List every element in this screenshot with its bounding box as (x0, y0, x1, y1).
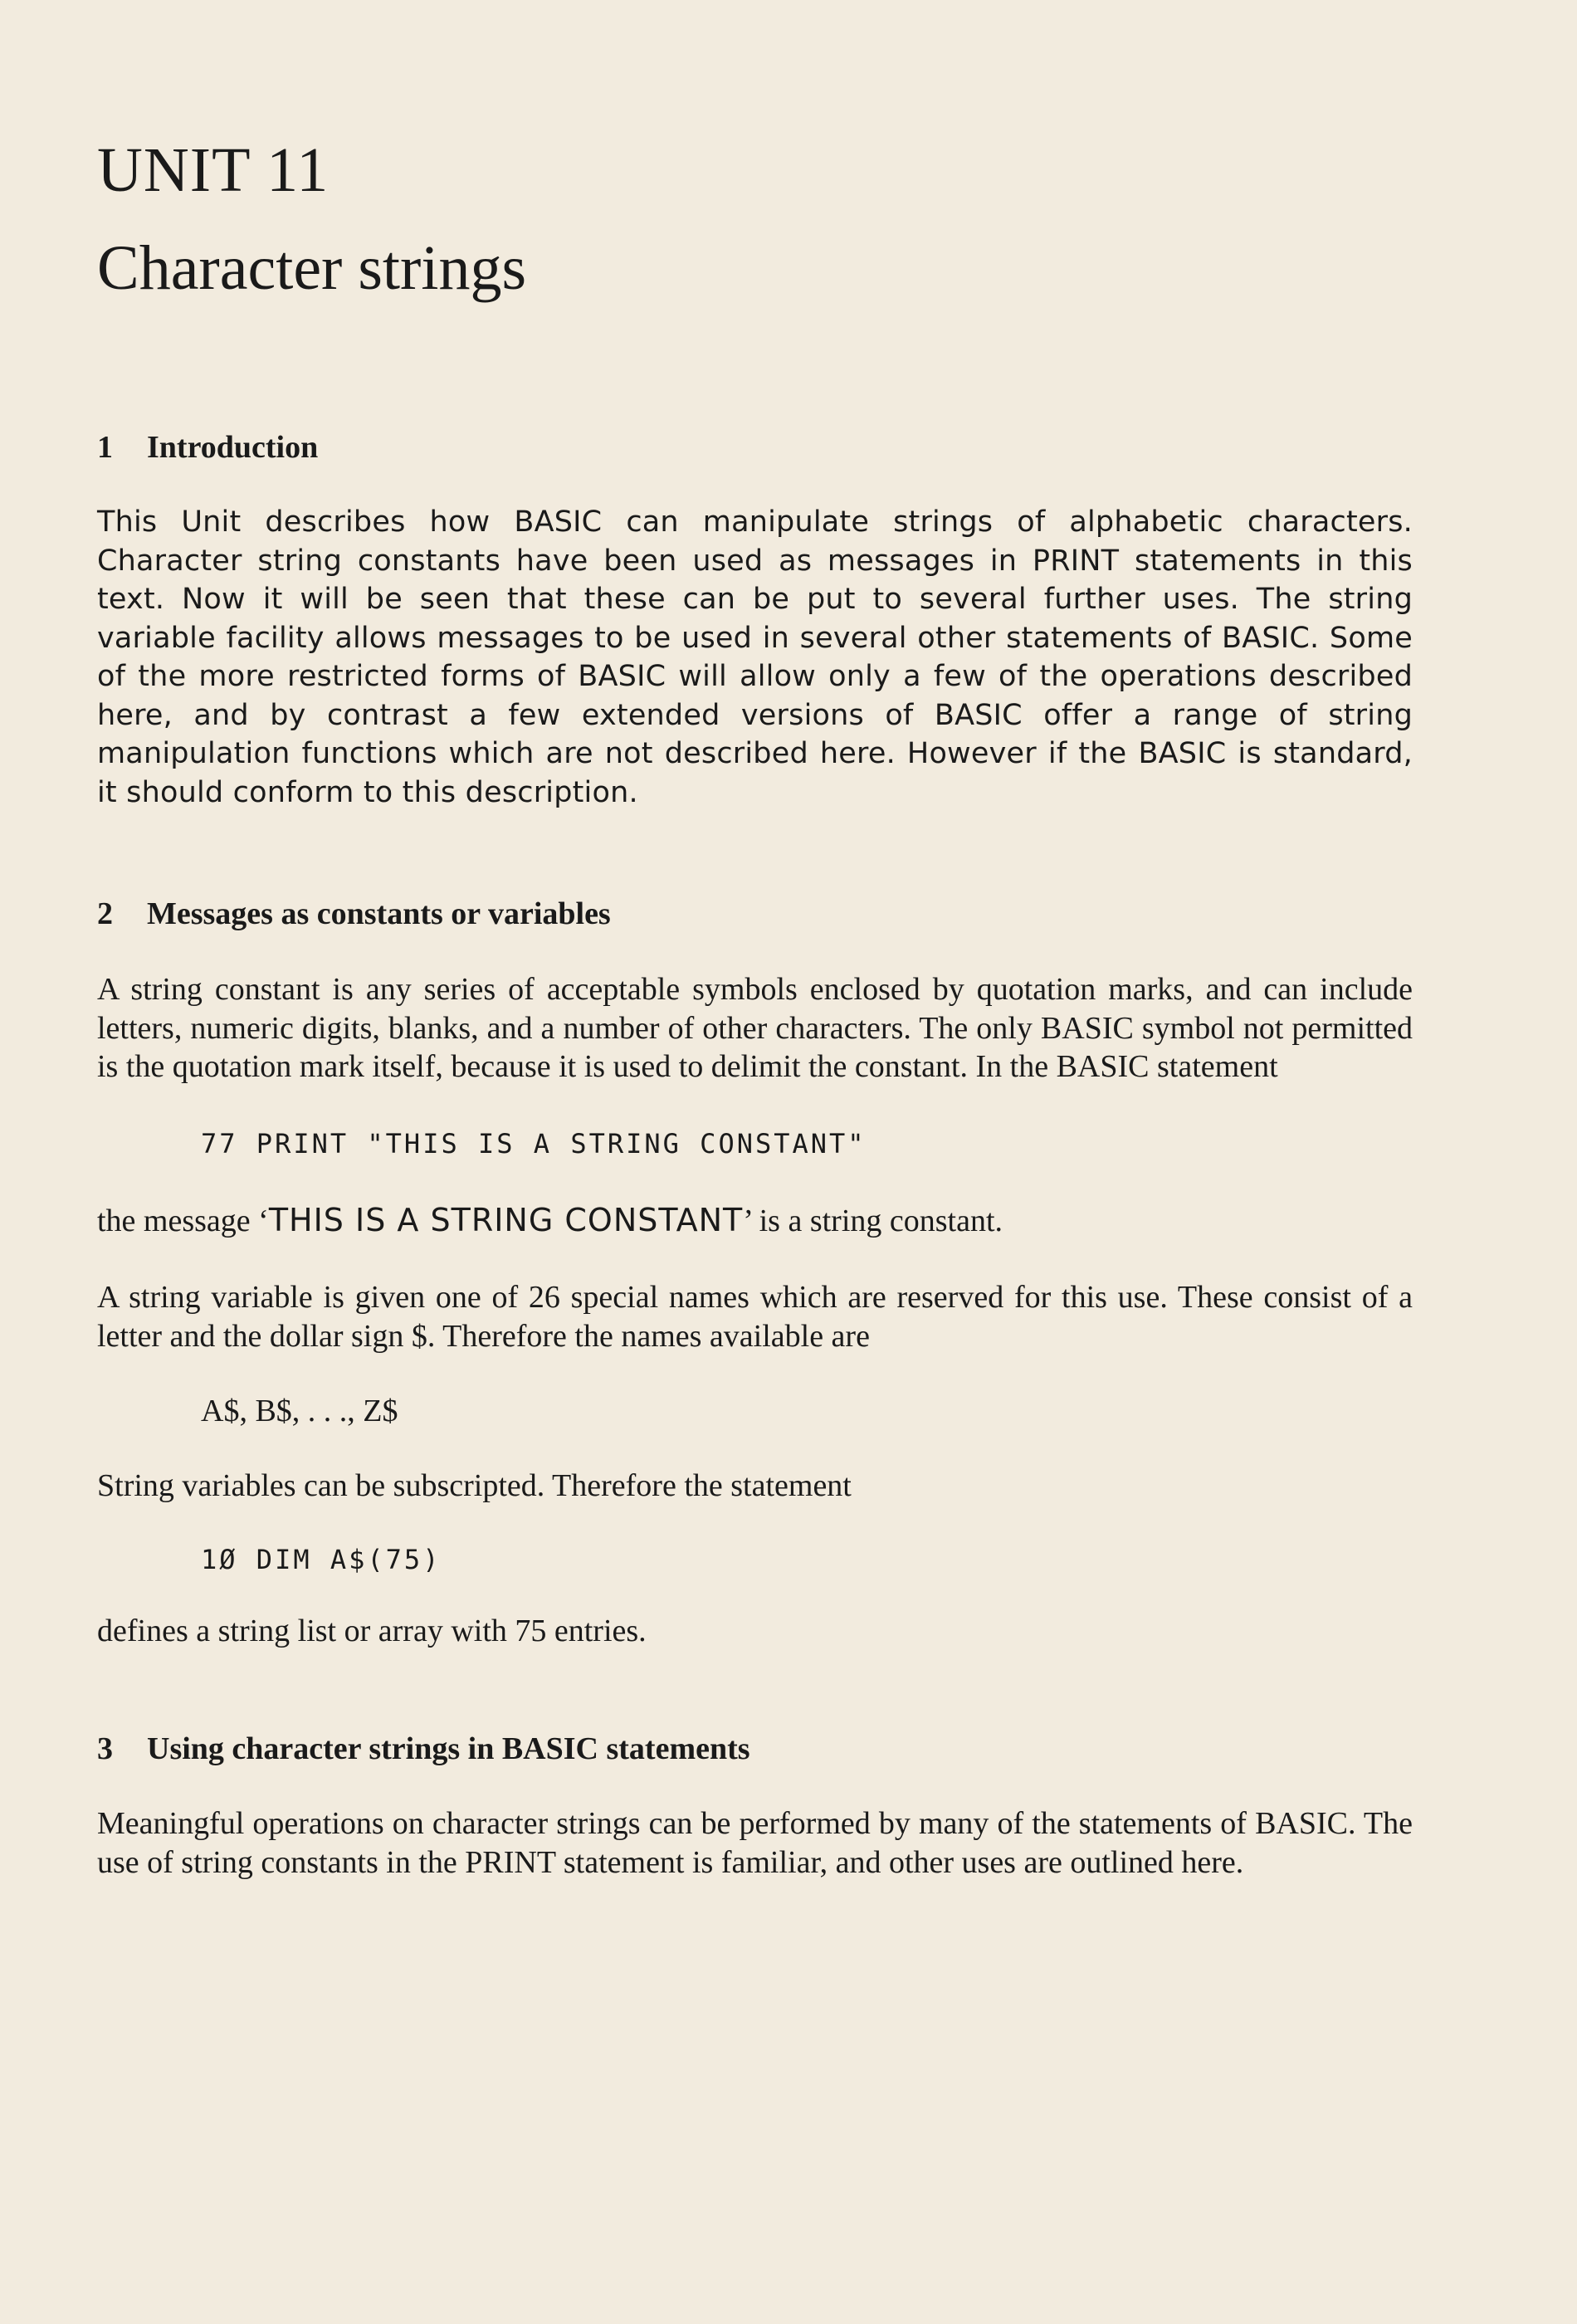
section-messages (97, 895, 1413, 1650)
section-paragraph: This Unit describes how BASIC can manipulate strings of alphabetic characters. Character string constants have been used as messages in PRINT statements in this text. Now it will be seen that these can be put to several further uses. The string variable facility allows messages to be used in several other statements of BASIC. Some of the more restricted forms of BASIC will allow only a few of the operations described here, and by contrast a few extended versions of BASIC offer a range of string manipulation functions which are not described here. However if the BASIC is standard, it should conform to this description. (97, 505, 1413, 809)
section-paragraph: String variables can be subscripted. Therefore the statement (97, 1468, 852, 1503)
unit-subtitle: Character strings (97, 233, 527, 303)
section-number: 2 (97, 896, 113, 931)
section-paragraph (97, 1201, 1413, 1241)
section-using-strings (97, 1730, 1413, 1882)
section-paragraph: Meaningful operations on character strings can be performed by many of the statements of BASIC. The use of string constants in the PRINT statement is familiar, and other uses are outlined here. (97, 1806, 1413, 1880)
variable-names: A$, B$, . . ., Z$ (201, 1394, 398, 1428)
message-constant: THIS IS A STRING CONSTANT (268, 1201, 744, 1238)
section-heading (97, 428, 1413, 466)
section-heading (97, 1730, 1413, 1768)
section-paragraph: A string constant is any series of acceptable symbols enclosed by quotation marks, and can include letters, numeric digits, blanks, and a number of other characters. The only BASIC symbol not permitted is the quotation mark itself, because it is used to delimit the constant. In the BASIC statement (97, 972, 1413, 1084)
message-prefix: the message ‘ (97, 1203, 269, 1238)
section-number: 3 (97, 1731, 113, 1766)
section-heading (97, 895, 1413, 933)
section-title: Messages as constants or variables (147, 896, 611, 931)
section-paragraph: A string variable is given one of 26 special names which are reserved for this use. These consist of a letter and the dollar sign $. Therefore the names available are (97, 1280, 1413, 1354)
section-title: Using character strings in BASIC statements (147, 1731, 750, 1766)
page (97, 133, 1413, 1882)
code-example: 1Ø DIM A$(75) (201, 1543, 442, 1575)
section-number: 1 (97, 430, 113, 465)
message-suffix: ’ is a string constant. (743, 1203, 1003, 1238)
section-title: Introduction (147, 430, 319, 465)
unit-title: UNIT 11 (97, 135, 330, 205)
code-example: 77 PRINT "THIS IS A STRING CONSTANT" (201, 1127, 867, 1160)
section-paragraph: defines a string list or array with 75 entries. (97, 1613, 647, 1648)
section-introduction (97, 428, 1413, 812)
